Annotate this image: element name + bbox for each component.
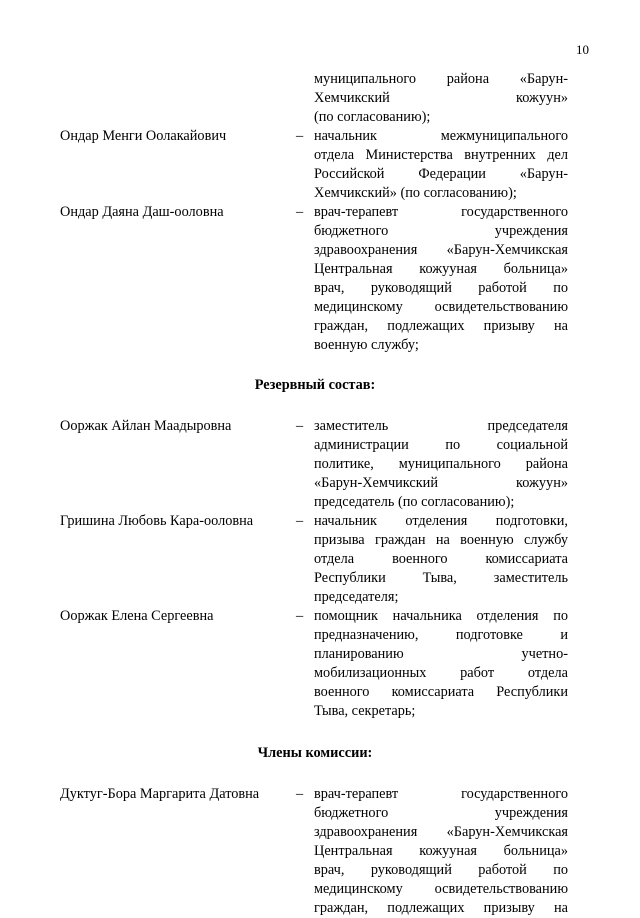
description-line: отдела военного комиссариата bbox=[314, 551, 568, 567]
description-line: Хемчикский» (по согласованию); bbox=[314, 185, 517, 201]
description-line: администрации по социальной bbox=[314, 437, 568, 453]
page-number: 10 bbox=[576, 42, 589, 57]
member-entry bbox=[60, 417, 568, 512]
section-heading-reserve: Резервный состав: bbox=[254, 377, 376, 393]
description-line: (по согласованию); bbox=[314, 109, 431, 125]
description-line: бюджетного учреждения bbox=[314, 805, 568, 821]
dash-separator: – bbox=[296, 786, 304, 802]
description-line: начальник межмуниципального bbox=[314, 128, 568, 144]
description-line: врач-терапевт государственного bbox=[314, 204, 568, 220]
description-line: политике, муниципального района bbox=[314, 456, 568, 472]
document-body bbox=[60, 70, 568, 918]
description-line: здравоохранения «Барун-Хемчикская bbox=[314, 824, 568, 840]
continuation-entry bbox=[60, 70, 568, 127]
description-line: военную службу; bbox=[314, 337, 419, 353]
entry-description bbox=[314, 70, 568, 127]
description-line: Хемчикский кожуун» bbox=[314, 90, 568, 106]
description-line: медицинскому освидетельствованию bbox=[314, 881, 568, 897]
dash-separator: – bbox=[296, 608, 304, 624]
description-line: Российской Федерации «Барун- bbox=[314, 166, 568, 182]
entry-description bbox=[314, 512, 568, 607]
dash-separator: – bbox=[296, 128, 304, 144]
description-line: предназначению, подготовке и bbox=[314, 627, 568, 643]
description-line: Республики Тыва, заместитель bbox=[314, 570, 568, 586]
description-line: муниципального района «Барун- bbox=[314, 71, 568, 87]
description-line: граждан, подлежащих призыву на bbox=[314, 318, 568, 334]
dash-separator: – bbox=[296, 418, 304, 434]
description-line: медицинскому освидетельствованию bbox=[314, 299, 568, 315]
description-line: планированию учетно- bbox=[314, 646, 568, 662]
description-line: граждан, подлежащих призыву на bbox=[314, 900, 568, 916]
dash-separator: – bbox=[296, 513, 304, 529]
description-line: начальник отделения подготовки, bbox=[314, 513, 568, 529]
description-line: отдела Министерства внутренних дел bbox=[314, 147, 568, 163]
entry-description bbox=[314, 127, 568, 203]
entry-description bbox=[314, 607, 568, 721]
description-line: «Барун-Хемчикский кожуун» bbox=[314, 475, 568, 491]
member-name: Ондар Менги Оолакайович bbox=[60, 128, 227, 144]
description-line: призыва граждан на военную службу bbox=[314, 532, 568, 548]
description-line: врач, руководящий работой по bbox=[314, 862, 568, 878]
member-name: Ондар Даяна Даш-ооловна bbox=[60, 204, 224, 220]
member-entry bbox=[60, 512, 568, 607]
description-line: бюджетного учреждения bbox=[314, 223, 568, 239]
description-line: Центральная кожууная больница» bbox=[314, 843, 568, 859]
description-line: председателя; bbox=[314, 589, 399, 605]
description-line: Центральная кожууная больница» bbox=[314, 261, 568, 277]
member-name: Гришина Любовь Кара-ооловна bbox=[60, 513, 254, 529]
description-line: здравоохранения «Барун-Хемчикская bbox=[314, 242, 568, 258]
member-entry bbox=[60, 203, 568, 355]
description-line: Тыва, секретарь; bbox=[314, 703, 416, 719]
dash-separator: – bbox=[296, 204, 304, 220]
member-entry bbox=[60, 785, 568, 918]
description-line: председатель (по согласованию); bbox=[314, 494, 515, 510]
description-line: врач, руководящий работой по bbox=[314, 280, 568, 296]
member-name: Ооржак Елена Сергеевна bbox=[60, 608, 214, 624]
member-entry bbox=[60, 607, 568, 721]
description-line: помощник начальника отделения по bbox=[314, 608, 568, 624]
member-entry bbox=[60, 127, 568, 203]
entry-description bbox=[314, 785, 568, 918]
description-line: военного комиссариата Республики bbox=[314, 684, 568, 700]
description-line: врач-терапевт государственного bbox=[314, 786, 568, 802]
member-name: Дуктуг-Бора Маргарита Датовна bbox=[60, 786, 260, 802]
description-line: мобилизационных работ отдела bbox=[314, 665, 568, 681]
description-line: заместитель председателя bbox=[314, 418, 568, 434]
entry-description bbox=[314, 417, 568, 512]
entry-description bbox=[314, 203, 568, 355]
member-name: Ооржак Айлан Маадыровна bbox=[60, 418, 232, 434]
section-heading-commission: Члены комиссии: bbox=[257, 745, 373, 761]
